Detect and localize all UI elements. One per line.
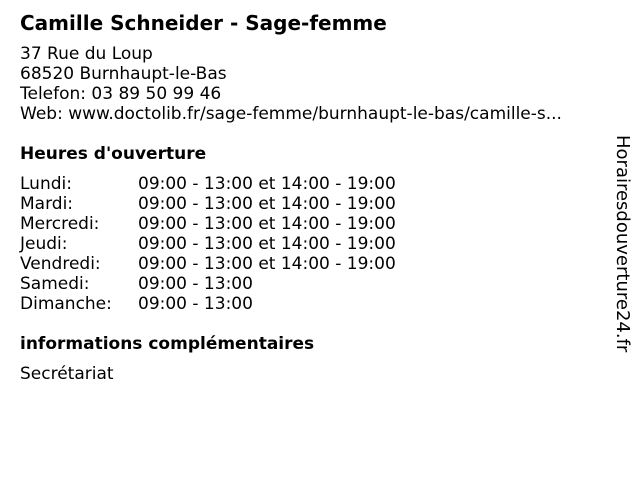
contact-block: [20, 44, 600, 124]
hours-row-tuesday: [20, 194, 600, 214]
street-address: 37 Rue du Loup: [20, 44, 153, 64]
hours-row-thursday: [20, 234, 600, 254]
additional-info-text: Secrétariat: [20, 364, 114, 384]
opening-hours-list: [20, 174, 600, 314]
time-range: 09:00 - 13:00: [138, 274, 253, 294]
site-watermark: Horairesdouverture24.fr: [612, 135, 633, 353]
opening-hours-heading: Heures d'ouverture: [20, 144, 207, 164]
time-range: 09:00 - 13:00 et 14:00 - 19:00: [138, 254, 396, 274]
hours-row-friday: [20, 254, 600, 274]
city-address: 68520 Burnhaupt-le-Bas: [20, 64, 227, 84]
time-range: 09:00 - 13:00 et 14:00 - 19:00: [138, 174, 396, 194]
day-label: Lundi:: [20, 174, 72, 194]
day-label: Jeudi:: [20, 234, 68, 254]
hours-row-wednesday: [20, 214, 600, 234]
business-card: [20, 11, 600, 384]
hours-row-monday: [20, 174, 600, 194]
time-range: 09:00 - 13:00 et 14:00 - 19:00: [138, 234, 396, 254]
additional-info-heading: informations complémentaires: [20, 334, 315, 354]
website-link[interactable]: Web: www.doctolib.fr/sage-femme/burnhaupt-le-bas/camille-s...: [20, 104, 562, 124]
day-label: Vendredi:: [20, 254, 101, 274]
day-label: Mercredi:: [20, 214, 100, 234]
day-label: Dimanche:: [20, 294, 112, 314]
day-label: Samedi:: [20, 274, 90, 294]
time-range: 09:00 - 13:00 et 14:00 - 19:00: [138, 214, 396, 234]
phone-number: Telefon: 03 89 50 99 46: [20, 84, 222, 104]
hours-row-sunday: [20, 294, 600, 314]
hours-row-saturday: [20, 274, 600, 294]
time-range: 09:00 - 13:00 et 14:00 - 19:00: [138, 194, 396, 214]
day-label: Mardi:: [20, 194, 74, 214]
time-range: 09:00 - 13:00: [138, 294, 253, 314]
page-title: Camille Schneider - Sage-femme: [20, 11, 387, 35]
